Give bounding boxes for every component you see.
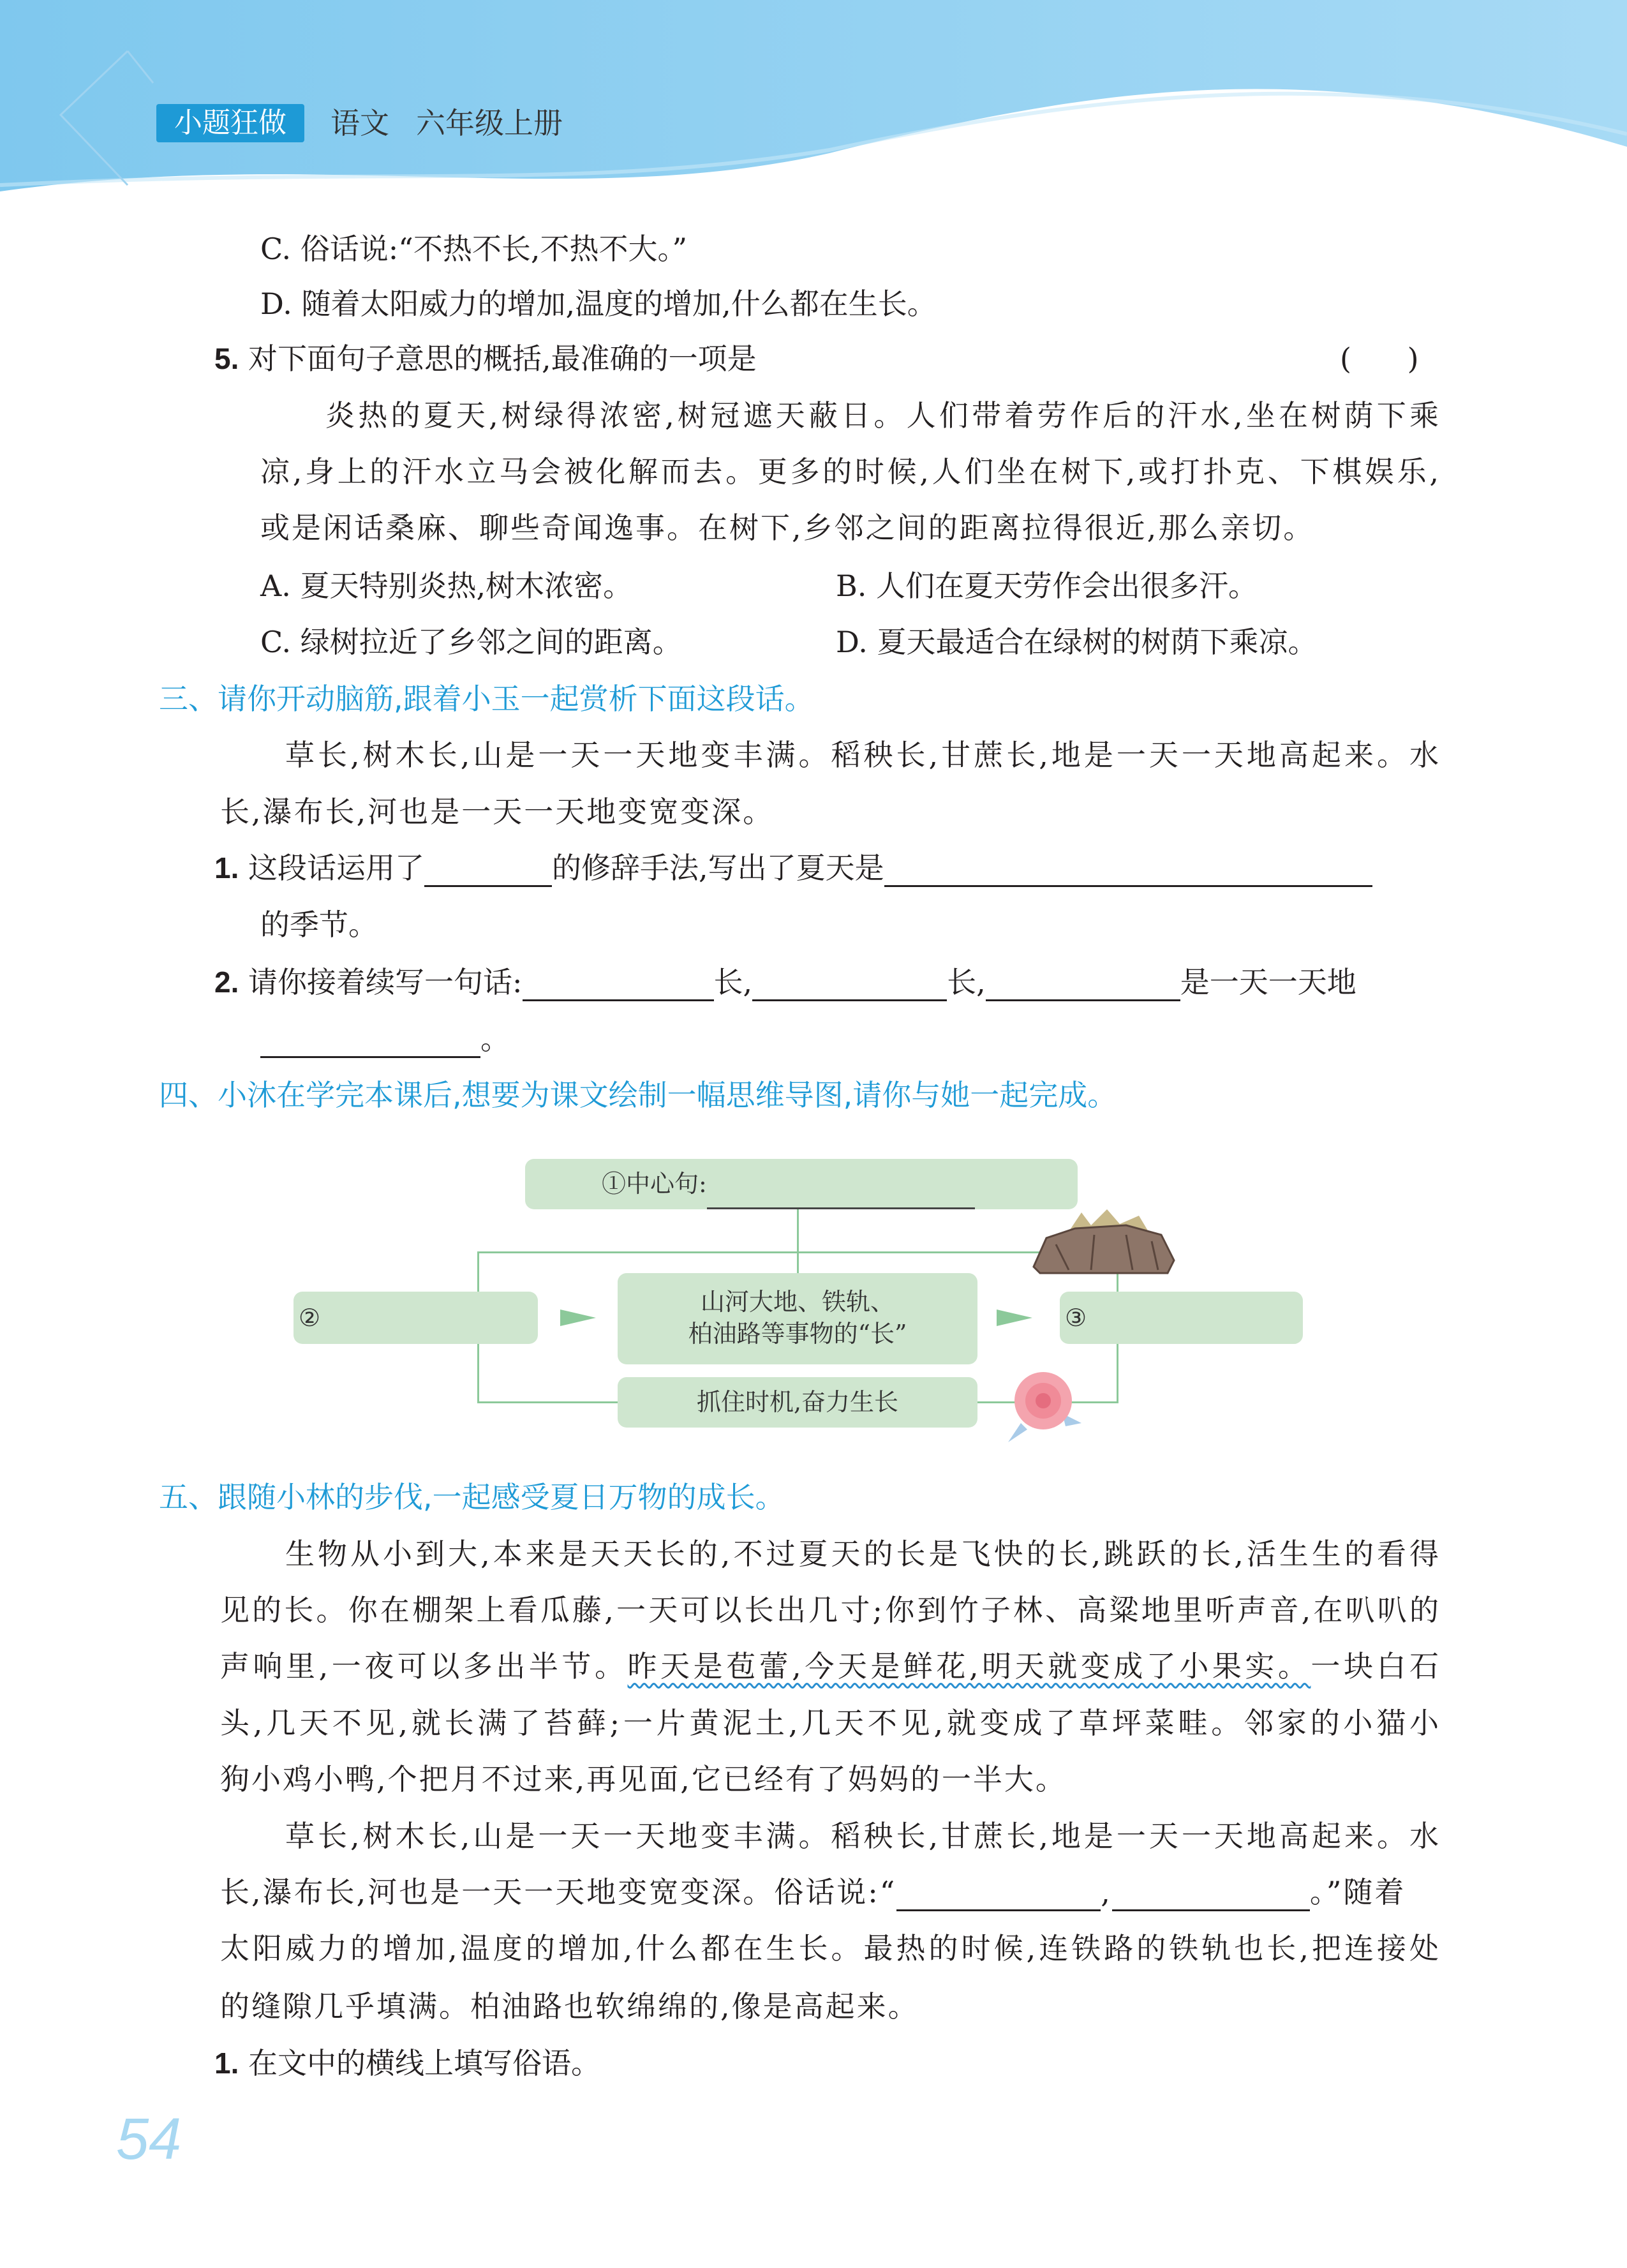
fill-blank[interactable]	[523, 969, 714, 1001]
fill-blank[interactable]	[752, 969, 947, 1001]
q1-text: 的季节。	[260, 907, 378, 942]
answer-bracket[interactable]: ( )	[1340, 341, 1419, 376]
rock-illustration-icon	[1030, 1206, 1177, 1276]
node-3-label: ③	[1065, 1304, 1087, 1332]
s3-question-1	[214, 849, 1439, 887]
section-3-title: 三、请你开动脑筋,跟着小玉一起赏析下面这段话。	[159, 682, 814, 716]
header-wave-banner	[0, 0, 1627, 204]
passage-line	[220, 1647, 1439, 1685]
text: 。”随着	[1309, 1875, 1406, 1909]
rose-flower-icon	[1002, 1362, 1085, 1445]
header-subject: 语文	[331, 106, 389, 140]
passage-line: 的缝隙几乎填满。柏油路也软绵绵的,像是高起来。	[220, 1989, 919, 2024]
question-text: 在文中的横线上填写俗语。	[248, 2046, 600, 2080]
text: 一块白石	[1311, 1649, 1439, 1683]
passage-line: 炎热的夏天,树绿得浓密,树冠遮天蔽日。人们带着劳作后的汗水,坐在树荫下乘	[325, 398, 1439, 433]
node-2-label: ②	[299, 1304, 321, 1332]
season-blank[interactable]	[884, 854, 1372, 887]
bottom-node	[618, 1377, 977, 1428]
passage-line: 草长,树木长,山是一天一天地变丰满。稻秧长,甘蔗长,地是一天一天地高起来。水	[285, 738, 1439, 772]
q2-end: 。	[480, 1022, 510, 1056]
q2-text: 长,	[947, 965, 986, 999]
fill-blank[interactable]	[260, 1026, 480, 1058]
q5-option-c[interactable]: C. 绿树拉近了乡邻之间的距离。	[260, 625, 682, 659]
middle-line-1: 山河大地、铁轨、	[700, 1288, 895, 1316]
text: 声响里,一夜可以多出半节。	[220, 1649, 628, 1683]
node-3[interactable]	[1060, 1292, 1303, 1344]
q2-text: 长,	[713, 965, 753, 999]
arrow-right-icon	[560, 1309, 596, 1326]
header-grade: 六年级上册	[416, 106, 563, 140]
text: 长,瀑布长,河也是一天一天地变宽变深。俗话说:“	[220, 1875, 897, 1909]
wavy-underlined-sentence: 昨天是苞蕾,今天是鲜花,明天就变成了小果实。	[627, 1649, 1311, 1683]
question-number: 2.	[214, 966, 239, 999]
section-4-title: 四、小沐在学完本课后,想要为课文绘制一幅思维导图,请你与她一起完成。	[159, 1078, 1117, 1112]
node-2[interactable]	[293, 1292, 538, 1344]
passage-line: 狗小鸡小鸭,个把月不过来,再见面,它已经有了妈妈的一半大。	[220, 1762, 1067, 1796]
text: ,	[1101, 1875, 1112, 1909]
passage-line: 生物从小到大,本来是天天长的,不过夏天的长是飞快的长,跳跃的长,活生生的看得	[285, 1537, 1439, 1571]
question-stem: 对下面句子意思的概括,最准确的一项是	[248, 341, 757, 376]
bottom-label: 抓住时机,奋力生长	[696, 1388, 899, 1416]
q1-text: 这段话运用了	[248, 851, 424, 885]
middle-line-2: 柏油路等事物的“长”	[688, 1320, 907, 1348]
passage-line: 头,几天不见,就长满了苔藓;一片黄泥土,几天不见,就变成了草坪菜畦。邻家的小猫小	[220, 1706, 1439, 1740]
passage-line	[220, 1873, 1406, 1911]
arrow-right-icon	[997, 1309, 1032, 1326]
s5-question-1	[214, 2044, 600, 2082]
rhetoric-blank[interactable]	[424, 854, 552, 887]
question-number: 1.	[214, 2047, 239, 2080]
center-sentence-node	[525, 1159, 1078, 1209]
question-5	[214, 339, 757, 378]
option-d: D. 随着太阳威力的增加,温度的增加,什么都在生长。	[260, 287, 937, 321]
q5-option-b[interactable]: B. 人们在夏天劳作会出很多汗。	[836, 569, 1258, 603]
passage-line: 太阳威力的增加,温度的增加,什么都在生长。最热的时候,连铁路的铁轨也长,把连接处	[220, 1931, 1439, 1966]
q5-option-d[interactable]: D. 夏天最适合在绿树的树荫下乘凉。	[836, 625, 1318, 659]
proverb-blank-2[interactable]	[1112, 1879, 1310, 1911]
passage-line: 见的长。你在棚架上看瓜藤,一天可以长出几寸;你到竹子林、高粱地里听声音,在叭叭的	[220, 1593, 1439, 1627]
center-sentence-blank[interactable]	[707, 1182, 975, 1209]
passage-line: 长,瀑布长,河也是一天一天地变宽变深。	[220, 795, 775, 829]
header-badge: 小题狂做	[156, 104, 304, 142]
q1-text: 的修辞手法,写出了夏天是	[552, 851, 884, 885]
s3-question-2	[214, 963, 1356, 1001]
section-5-title: 五、跟随小林的步伐,一起感受夏日万物的成长。	[159, 1480, 785, 1514]
passage-line: 或是闲话桑麻、聊些奇闻逸事。在树下,乡邻之间的距离拉得很近,那么亲切。	[260, 511, 1315, 545]
q2-text: 请你接着续写一句话:	[248, 965, 523, 999]
q5-option-a[interactable]: A. 夏天特别炎热,树木浓密。	[260, 569, 633, 603]
question-number: 1.	[214, 851, 239, 884]
q2-text: 是一天一天地	[1180, 965, 1356, 999]
question-number: 5.	[214, 342, 239, 375]
center-label: ①中心句:	[602, 1170, 707, 1198]
proverb-blank-1[interactable]	[896, 1879, 1101, 1911]
fill-blank[interactable]	[986, 969, 1180, 1001]
option-c: C. 俗话说:“不热不长,不热不大。”	[260, 232, 687, 266]
passage-line: 凉,身上的汗水立马会被化解而去。更多的时候,人们坐在树下,或打扑克、下棋娱乐,	[260, 454, 1439, 489]
q2-continuation	[260, 1020, 510, 1058]
middle-node	[618, 1273, 977, 1364]
passage-line: 草长,树木长,山是一天一天地变丰满。稻秧长,甘蔗长,地是一天一天地高起来。水	[285, 1819, 1439, 1853]
page-number: 54	[116, 2107, 182, 2172]
